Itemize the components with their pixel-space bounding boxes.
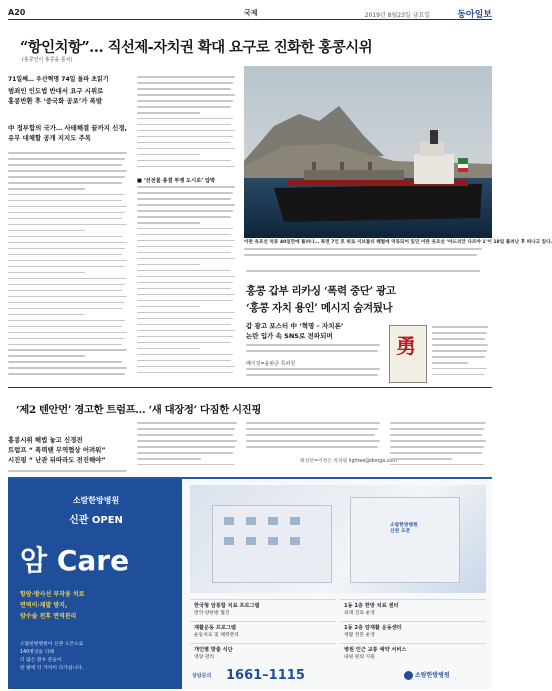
- hospital-logo-icon: [404, 671, 413, 680]
- bottom-reporter: 워싱턴=이정은 특파원 lightee@donga.com: [300, 459, 397, 464]
- newspaper-brand: 동아일보: [457, 10, 492, 20]
- text-line: [137, 354, 233, 356]
- text-line: [8, 158, 125, 160]
- text-line: [8, 230, 85, 232]
- text-line: [137, 112, 200, 114]
- text-line: [137, 330, 235, 332]
- text-line: [246, 270, 480, 272]
- text-line: [137, 222, 200, 224]
- ad-brand-am: 암: [20, 544, 48, 577]
- text-line: [246, 428, 378, 430]
- text-line: [137, 94, 235, 96]
- cell-desc: 내원 편의 지원: [344, 655, 375, 660]
- book-cover-image: [389, 325, 427, 383]
- section-subheader: ■ ‘선전물 종결 투쟁 도시로’ 압박: [137, 178, 216, 184]
- ad-bullet: 암수술 전후 면역관리: [20, 613, 77, 620]
- ad-building-image: [190, 485, 486, 593]
- bottom-body-col4: [390, 422, 490, 474]
- cell-desc: 면역·양한방 협진: [194, 611, 230, 616]
- ad-info-cell: [190, 599, 336, 617]
- text-line: [137, 318, 233, 320]
- text-line: [244, 254, 477, 256]
- ad-blurb-line: 한 발에 더 가까이 다가섭니다.: [20, 666, 84, 671]
- text-line: [8, 242, 127, 244]
- text-line: [137, 300, 233, 302]
- ad-logo: [404, 670, 450, 680]
- text-line: [8, 355, 85, 357]
- page-number: A20: [8, 8, 26, 17]
- text-line: [8, 254, 122, 256]
- text-line: [8, 164, 122, 166]
- hk-sub-line: 갑 광고 포스터 中 ‘혁명 – 자치론’: [246, 322, 344, 330]
- cell-name: 1동 1층 한방 치료 센터: [344, 603, 399, 609]
- article-body-col2b: [137, 186, 239, 382]
- text-line: [8, 296, 127, 298]
- text-line: [137, 130, 235, 132]
- text-line: [8, 152, 127, 154]
- ad-bullet: 항암·방사선 부작용 치료: [20, 591, 85, 598]
- text-line: [8, 344, 122, 346]
- text-line: [8, 284, 125, 286]
- cell-desc: 영양 관리: [194, 655, 215, 660]
- text-line: [8, 349, 127, 351]
- text-line: [246, 350, 378, 352]
- ad-hospital-name: 소람한방병원: [72, 496, 120, 505]
- text-line: [8, 206, 127, 208]
- text-line: [137, 372, 233, 374]
- text-line: [8, 308, 122, 310]
- text-line: [390, 446, 484, 448]
- text-line: [137, 210, 233, 212]
- text-line: [8, 260, 127, 262]
- cell-name: 병원 인근 교통 예약 서비스: [344, 647, 407, 653]
- cell-name: 개인별 맞춤 식단: [194, 647, 233, 653]
- text-line: [137, 288, 231, 290]
- text-line: [390, 434, 482, 436]
- photo-caption: [244, 240, 552, 268]
- text-line: [8, 470, 127, 472]
- hk-article-body: [246, 344, 386, 358]
- cell-desc: 운동치료 및 체력관리: [194, 633, 239, 638]
- text-line: [8, 302, 125, 304]
- text-line: [8, 236, 122, 238]
- text-line: [390, 440, 486, 442]
- caption-text: 이란 유조선 억류 40일만에 풀려나… 목면 7인 호 위로 지브롤터 해협에 억류되어 있던 이란 유조선 ‘아드리안 다르야 1’이 18일 풀려난 후 떠나고 있다.: [244, 240, 552, 245]
- text-line: [137, 186, 235, 188]
- page-header: [8, 6, 492, 20]
- text-line: [8, 332, 127, 334]
- text-line: [8, 290, 122, 292]
- tanker-photo: [244, 66, 492, 238]
- ad-window: [268, 537, 278, 545]
- text-line: [8, 373, 125, 375]
- subheadline-1: [8, 86, 132, 106]
- text-line: [432, 368, 487, 370]
- subheadline-line: 범죄인 인도법 반대서 요구 시위로: [8, 87, 104, 95]
- text-line: [390, 422, 486, 424]
- section-divider: [8, 387, 492, 388]
- text-line: [137, 160, 231, 162]
- text-line: [137, 342, 231, 344]
- ad-window: [224, 517, 234, 525]
- ad-info-cell: [190, 643, 336, 661]
- text-line: [8, 218, 122, 220]
- text-line: [246, 374, 378, 376]
- hk-byline: 베이징=윤완준 특파원: [246, 361, 296, 367]
- text-line: [432, 362, 468, 364]
- hk-article-title: [246, 283, 490, 317]
- ad-bullets: [20, 589, 84, 622]
- text-line: [246, 368, 380, 370]
- bottom-body-col1: [8, 470, 132, 474]
- text-line: [137, 136, 233, 138]
- ad-window: [268, 517, 278, 525]
- subheadline-2: 中 정부합의 국가… 사태해결 끝까지 신경, 유무 대체할 공개 지지도 주목: [8, 124, 127, 142]
- text-line: [137, 264, 200, 266]
- text-line: [137, 240, 235, 242]
- text-line: [137, 154, 200, 156]
- text-line: [137, 312, 235, 314]
- ad-bullet: 면역이·재발 방지,: [20, 602, 68, 609]
- ad-blurb-line: 140병상을 더해: [20, 650, 54, 655]
- text-line: [8, 176, 125, 178]
- ad-info-grid: [190, 599, 486, 667]
- text-line: [8, 266, 125, 268]
- hk-title-line: ‘홍콩 자치 용인’ 메시지 숨겨뒀나: [246, 302, 393, 314]
- cell-name: 재활운동 프로그램: [194, 625, 236, 631]
- text-line: [432, 374, 485, 376]
- bottom-subheadline: [8, 435, 128, 465]
- text-line: [246, 344, 380, 346]
- text-line: [246, 422, 380, 424]
- text-line: [8, 320, 125, 322]
- ad-pic-line: 신관 오픈: [390, 529, 411, 534]
- text-line: [246, 434, 375, 436]
- text-line: [8, 361, 122, 363]
- ad-info-cell: [340, 643, 486, 661]
- text-line: [8, 338, 125, 340]
- text-line: [8, 212, 125, 214]
- text-line: [137, 294, 235, 296]
- text-line: [137, 464, 235, 466]
- ad-window: [246, 537, 256, 545]
- text-line: [390, 428, 484, 430]
- text-line: [246, 440, 380, 442]
- text-line: [432, 326, 488, 328]
- bottom-article-title: ‘제2 텐안먼’ 경고한 트럼프… ‘새 대장정’ 다짐한 시진핑: [16, 404, 261, 416]
- main-headline: “항인치항”… 직선제-자치권 확대 요구로 진화한 홍콩시위: [20, 39, 372, 56]
- article-body-col2: [137, 76, 239, 174]
- section-name: 국제: [244, 9, 258, 17]
- text-line: [137, 76, 235, 78]
- bottom-sub-line: 트럼프 “ 폭력땐 무역협상 어려워”: [8, 446, 106, 454]
- text-line: [137, 148, 235, 150]
- text-line: [432, 350, 487, 352]
- text-line: [137, 446, 235, 448]
- text-line: [390, 458, 452, 460]
- text-line: [8, 272, 85, 274]
- text-line: [137, 106, 231, 108]
- text-line: [137, 428, 235, 430]
- text-line: [137, 82, 233, 84]
- text-line: [8, 248, 125, 250]
- subheadline-line: 홍콩반환 후 ‘중국화 공포’가 폭발: [8, 97, 103, 105]
- bottom-body-col2: [137, 422, 241, 474]
- ad-pic-line: 소람한방병원: [390, 523, 418, 528]
- text-line: [137, 360, 231, 362]
- text-line: [8, 278, 127, 280]
- text-line: [137, 234, 231, 236]
- ad-window: [246, 517, 256, 525]
- article-kicker: 71일째… 우산혁명 74일 돌파 초읽기: [8, 76, 109, 83]
- ad-building-right: [350, 497, 460, 583]
- text-line: [390, 452, 482, 454]
- text-line: [244, 248, 482, 250]
- bottom-sub-line: 홍콩시위 해법 놓고 신경전: [8, 436, 83, 444]
- ad-info-cell: [340, 599, 486, 617]
- ad-window: [290, 517, 300, 525]
- ad-phone-label: 상담문의: [192, 673, 212, 679]
- text-line: [137, 452, 233, 454]
- text-line: [137, 336, 233, 338]
- text-line: [137, 252, 231, 254]
- text-line: [137, 282, 233, 284]
- text-line: [137, 276, 235, 278]
- text-line: [137, 422, 237, 424]
- bottom-sub-line: 시진핑 “ 난관 뒤따라도 전진해야”: [8, 456, 106, 464]
- text-line: [137, 258, 235, 260]
- text-line: [137, 124, 231, 126]
- ad-blurb: [20, 641, 83, 673]
- ad-window: [290, 537, 300, 545]
- bottom-body-col3: [246, 422, 386, 454]
- hk-article-body-top: [246, 270, 490, 280]
- cell-desc: 외래 진료 운영: [344, 611, 375, 616]
- issue-date: 2019년 8월23일 금요일: [364, 12, 430, 19]
- text-line: [432, 344, 488, 346]
- text-line: [137, 142, 231, 144]
- text-line: [137, 166, 235, 168]
- text-line: [432, 332, 487, 334]
- text-line: [137, 324, 231, 326]
- text-line: [8, 314, 85, 316]
- text-line: [137, 204, 235, 206]
- text-line: [137, 270, 231, 272]
- text-line: [137, 216, 231, 218]
- article-body-col1: [8, 152, 132, 382]
- text-line: [137, 228, 233, 230]
- book-glyph: 勇: [396, 334, 416, 358]
- text-line: [8, 326, 122, 328]
- ad-info-cell: [340, 621, 486, 639]
- ad-branch-open: 신관 OPEN: [69, 515, 123, 526]
- hospital-advertisement[interactable]: [8, 477, 492, 689]
- text-line: [8, 367, 127, 369]
- text-line: [137, 192, 233, 194]
- text-line: [246, 446, 378, 448]
- text-line: [432, 338, 485, 340]
- text-line: [8, 224, 127, 226]
- ad-brand-care: Care: [56, 544, 130, 577]
- caption-lines: [244, 248, 492, 264]
- ad-window: [224, 537, 234, 545]
- text-line: [8, 182, 122, 184]
- ad-brand-title: [20, 539, 129, 579]
- hk-article-body-right: [432, 326, 490, 382]
- text-line: [137, 306, 200, 308]
- text-line: [390, 464, 484, 466]
- text-line: [137, 366, 235, 368]
- text-line: [137, 440, 237, 442]
- hk-article-body-bottom: [246, 368, 386, 384]
- hk-title-line: 홍콩 갑부 리카싱 ‘폭력 중단’ 광고: [246, 285, 396, 297]
- ad-logo-text: 소람한방병원: [415, 672, 450, 679]
- cell-desc: 재활 전문 운영: [344, 633, 375, 638]
- text-line: [432, 356, 485, 358]
- headline-note: (홍콩인이 홍콩을 통치): [22, 57, 73, 63]
- cell-name: 1동 2층 암재활 운동센터: [344, 625, 402, 631]
- ad-picture-title: [390, 523, 470, 535]
- cell-name: 한국형 암통합 치료 프로그램: [194, 603, 260, 609]
- text-line: [137, 118, 233, 120]
- text-line: [137, 100, 233, 102]
- text-line: [137, 434, 233, 436]
- ad-info-cell: [190, 621, 336, 639]
- text-line: [137, 198, 231, 200]
- ad-blurb-line: 소람한방병원이 신관 오픈으로: [20, 642, 84, 647]
- ad-blurb-line: 더 많은 환우 분들이: [20, 658, 62, 663]
- text-line: [8, 188, 85, 190]
- hk-sub-line: 논란 입가 속 SNS로 전파되며: [246, 332, 333, 340]
- text-line: [8, 170, 127, 172]
- text-line: [137, 458, 201, 460]
- text-line: [137, 348, 200, 350]
- text-line: [137, 88, 231, 90]
- text-line: [137, 246, 233, 248]
- text-line: [8, 194, 125, 196]
- text-line: [8, 200, 122, 202]
- ad-phone-number[interactable]: 1661–1115: [226, 668, 305, 683]
